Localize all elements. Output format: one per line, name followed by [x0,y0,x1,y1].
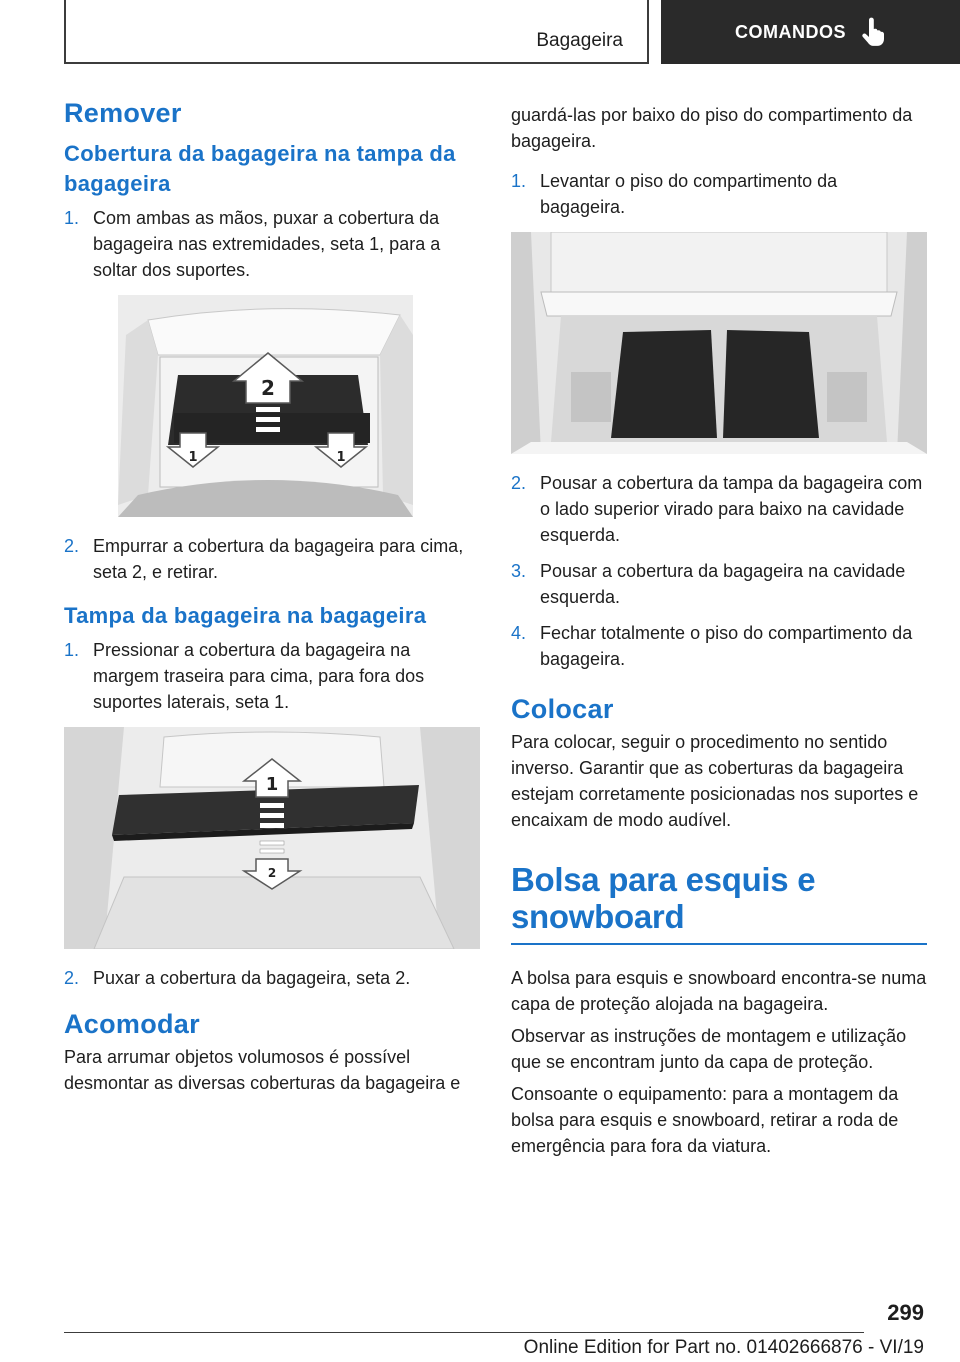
tampa-bag-steps-list [64,637,480,715]
figure-label: 2 [261,376,275,400]
hand-pointer-icon [860,17,886,47]
tampa-steps-list [64,205,480,283]
figure-label: 1 [188,450,198,465]
acomodar-text: Para arrumar objetos volumosos é possível desmontar as diversas coberturas da bagageira e [64,1047,461,1093]
heading-colocar: Colocar [511,694,614,724]
bolsa-paragraph-1: A bolsa para esquis e snowboard encontra-se numa capa de proteção alojada na bagageira. [511,968,927,1014]
header-chapter-tab [661,0,960,64]
tampa-bag-steps-list-cont [64,965,480,991]
heading-bolsa-esquis: Bolsa para esquis e snowboard [511,861,927,945]
header-chapter-label: COMANDOS [735,21,846,42]
continued-text: guardá-las por baixo do piso do compartimento da bagageira. [511,105,913,151]
bolsa-paragraph-2: Observar as instruções de montagem e utilização que se encontram junto da capa de proteção. [511,1026,907,1072]
heading-acomodar: Acomodar [64,1009,200,1039]
figure-tailgate-cover-removal [118,295,413,517]
list-item: 1. Pressionar a cobertura da bagageira na margem traseira para cima, para fora dos suportes laterais, seta 1. [64,640,425,712]
bolsa-paragraph-3: Consoante o equipamento: para a montagem da bolsa para esquis e snowboard, retirar a roda de emergência para fora da viatura. [511,1084,899,1156]
list-item: 1. Levantar o piso do compartimento da bagageira. [511,171,838,217]
colocar-text: Para colocar, seguir o procedimento no sentido inverso. Garantir que as coberturas da bagageira estejam corretamente posicionadas nos suportes e encaixam de modo audível. [511,732,919,830]
list-item: 1. Com ambas as mãos, puxar a cobertura da bagageira nas extremidades, seta 1, para a soltar dos suportes. [64,208,441,280]
right-column [511,102,927,1165]
footer-rule [64,1332,864,1333]
figure-label: 1 [336,450,346,465]
list-item: 2. Pousar a cobertura da tampa da bagageira com o lado superior virado para baixo na cavidade esquerda. [511,473,923,545]
heading-cobertura-tampa: Cobertura da bagageira na tampa da bagageira [64,141,456,196]
list-item: 2. Puxar a cobertura da bagageira, seta 2. [64,968,411,988]
list-item: 4. Fechar totalmente o piso do compartimento da bagageira. [511,623,913,669]
header-frame [64,0,649,64]
list-item: 3. Pousar a cobertura da bagageira na cavidade esquerda. [511,561,906,607]
figure-trunk-cover-removal [64,727,480,949]
list-item: 2. Empurrar a cobertura da bagageira para cima, seta 2, e retirar. [64,536,464,582]
page-number: 299 [887,1300,924,1325]
storage-steps-list-cont [511,470,927,672]
figure-label: 1 [265,774,279,795]
heading-remover: Remover [64,98,182,128]
figure-label: 2 [267,866,277,880]
left-column [64,98,480,1102]
tampa-steps-list-cont [64,533,480,585]
storage-steps-list [511,168,927,220]
figure-trunk-floor-stowed [511,232,927,454]
footer-edition: Online Edition for Part no. 01402666876 - VI/19 [523,1337,924,1358]
header-section-title: Bagageira [536,30,623,51]
heading-tampa-bagageira: Tampa da bagageira na bagageira [64,603,427,628]
